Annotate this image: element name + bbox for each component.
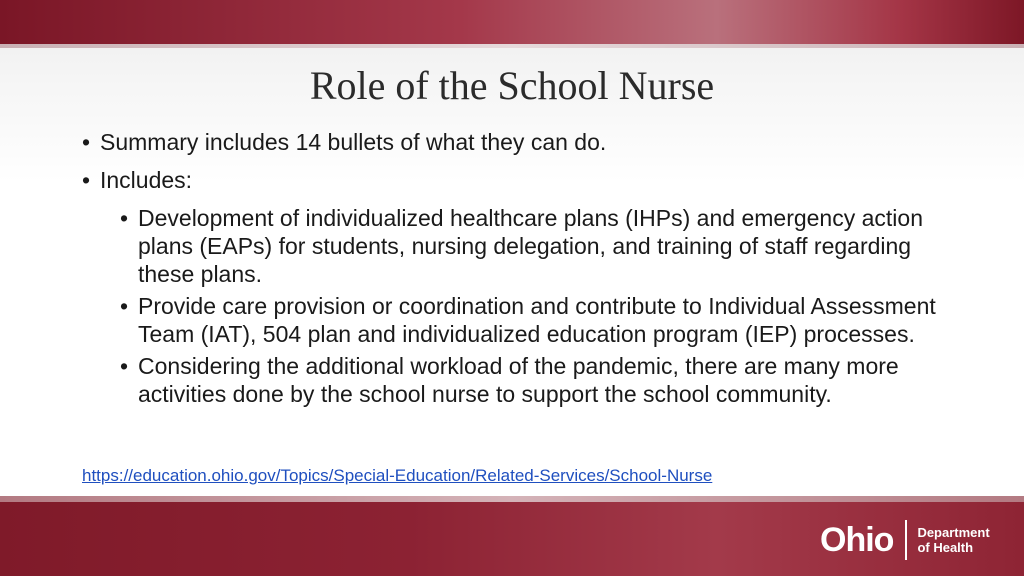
logo-dept-line2: of Health — [917, 540, 974, 555]
bullet-summary: • Summary includes 14 bullets of what they can do. — [82, 128, 962, 156]
logo-divider — [905, 520, 907, 560]
sub-bullet-healthcare-plans: • Development of individualized healthcare plans (IHPs) and emergency action plans (EAPs) for students, nursing delegation, and training of staff regarding these plans. — [82, 204, 962, 288]
ohio-department-of-health-logo — [820, 520, 990, 560]
source-link[interactable]: https://education.ohio.gov/Topics/Special-Education/Related-Services/School-Nurse — [82, 466, 713, 485]
header-band — [0, 0, 1024, 48]
sub-bullet-care-provision: • Provide care provision or coordination and contribute to Individual Assessment Team (IAT), 504 plan and individualized education program (IEP) processes. — [82, 292, 962, 348]
slide-title: Role of the School Nurse — [309, 63, 715, 108]
logo-ohio-text: Ohio — [820, 520, 894, 559]
bullet-includes: • Includes: — [82, 166, 962, 194]
bullet-list — [82, 128, 962, 412]
logo-dept-text — [917, 525, 989, 555]
logo-dept-line1: Department — [917, 525, 990, 540]
sub-bullet-pandemic-workload: • Considering the additional workload of the pandemic, there are many more activities done by the school nurse to support the school community. — [82, 352, 962, 408]
